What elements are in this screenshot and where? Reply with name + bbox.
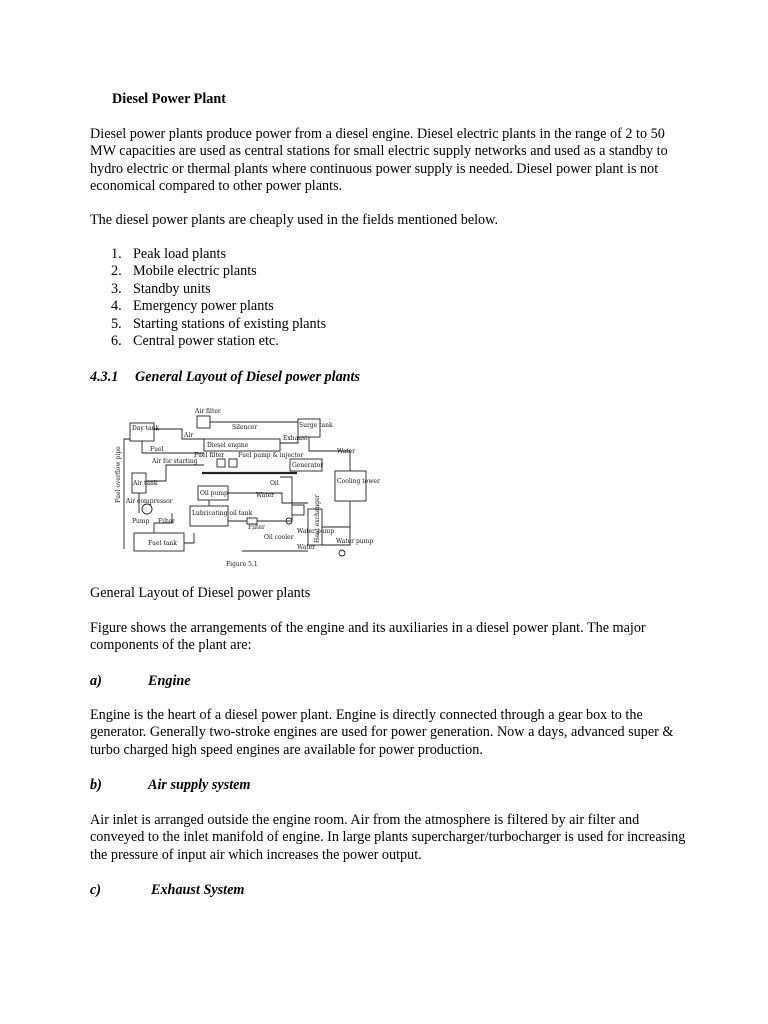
subsection-heading-exhaust	[90, 882, 244, 899]
uses-list	[90, 246, 326, 350]
subsection-title: Exhaust System	[151, 882, 245, 898]
starting-air-line	[146, 465, 204, 481]
diagram-label: Pump	[132, 518, 150, 525]
fuel-filter-box	[217, 459, 225, 467]
diagram-label: Oil cooler	[264, 534, 294, 541]
diagram-label: Heat exchanger	[314, 494, 321, 543]
diagram-label: Fuel	[150, 446, 164, 453]
diagram-label: Water	[256, 492, 275, 499]
figure-number-label: Figure 5.1	[226, 561, 258, 568]
diagram-label: Exhaust	[283, 435, 308, 442]
list-item-number: 2.	[111, 263, 122, 280]
air-filter-box	[197, 416, 210, 428]
layout-diagram	[92, 403, 380, 571]
cooling-tower-box	[335, 471, 366, 501]
air-supply-paragraph: Air inlet is arranged outside the engine room. Air from the atmosphere is filtered by air filter and conveyed to the inlet manifold of engine. In large plants supercharger/turbocharger is used for increasing the pressure of input air which increases the power output.	[90, 812, 686, 863]
list-item-text: Peak load plants	[133, 246, 226, 262]
engine-paragraph: Engine is the heart of a diesel power plant. Engine is directly connected through a gear box to the generator. Generally two-stroke engines are used for power generation. Now a days, advanced super & turbo charged high speed engines are available for power production.	[90, 707, 674, 758]
layout-diagram-svg	[92, 403, 380, 571]
uses-intro-paragraph: The diesel power plants are cheaply used in the fields mentioned below.	[90, 212, 499, 228]
list-item-text: Mobile electric plants	[133, 263, 257, 280]
diagram-label: Water	[297, 544, 316, 551]
fuel-pump-box	[229, 459, 237, 467]
list-item-text: Emergency power plants	[133, 298, 274, 315]
diagram-label: Air filter	[195, 408, 221, 415]
list-item-text: Starting stations of existing plants	[133, 315, 327, 332]
diagram-label: Filter	[248, 524, 265, 531]
subsection-title: Air supply system	[148, 777, 251, 793]
list-item-number: 3.	[111, 280, 122, 297]
subsection-heading-air-supply	[90, 777, 250, 794]
diagram-label: Air compressor	[126, 498, 173, 505]
section-heading	[90, 369, 360, 386]
list-item	[90, 263, 326, 280]
diagram-label: Fuel pump & injector	[238, 452, 304, 459]
subsection-letter: c)	[90, 882, 102, 898]
list-item-number: 1.	[111, 246, 122, 262]
intro-paragraph: Diesel power plants produce power from a diesel engine. Diesel electric plants in the range of 2 to 50 MW capacities are used as central stations for small electric supply networks and used as a standby to hydro electric or thermal plants where continuous power supply is needed. Diesel power plant is not economical compared to other power plants.	[90, 126, 668, 195]
subsection-title: Engine	[148, 673, 191, 689]
fuel-overflow-line	[124, 439, 130, 549]
list-item	[90, 316, 326, 333]
diagram-label: Cooling tower	[337, 478, 380, 485]
diagram-label: Oil	[270, 480, 279, 487]
list-item	[90, 281, 326, 298]
diagram-label: Air	[184, 432, 194, 439]
list-item-number: 6.	[111, 332, 122, 349]
water-pump-symbol	[339, 550, 345, 556]
document-title: Diesel Power Plant	[112, 91, 226, 107]
diagram-label: Surge tank	[299, 422, 333, 429]
water-return-line	[322, 501, 350, 527]
figure-caption: General Layout of Diesel power plants	[90, 585, 311, 601]
section-number: 4.3.1	[90, 369, 119, 385]
diagram-label: Fuel tank	[148, 540, 177, 547]
list-item	[90, 246, 326, 263]
diagram-label: Water pump	[336, 538, 374, 545]
diagram-label: Water pump	[297, 528, 335, 535]
diagram-label: Silencer	[232, 424, 258, 431]
oil-cooler-box	[292, 505, 304, 515]
diagram-label: Lubricating oil tank	[192, 510, 253, 517]
diagram-label: Fuel filter	[194, 452, 225, 459]
fuel-return-line	[184, 533, 194, 543]
diagram-label: Water	[337, 448, 356, 455]
components-intro-paragraph: Figure shows the arrangements of the engine and its auxiliaries in a diesel power plant. The major components of the plant are:	[90, 620, 646, 654]
subsection-heading-engine	[90, 673, 191, 690]
section-title: General Layout of Diesel power plants	[135, 369, 361, 385]
diagram-label: Filter	[158, 518, 175, 525]
list-item-text: Central power station etc.	[133, 332, 279, 349]
air-compressor-symbol	[142, 504, 152, 514]
list-item-number: 4.	[111, 298, 122, 315]
list-item	[90, 333, 326, 350]
subsection-letter: b)	[90, 777, 102, 793]
diagram-label: Oil pump	[200, 490, 228, 497]
diagram-label: Day tank	[132, 425, 160, 432]
diagram-label: Diesel engine	[207, 442, 249, 449]
diagram-label: Generator	[292, 462, 324, 469]
list-item	[90, 298, 326, 315]
list-item-text: Standby units	[133, 280, 211, 297]
filter-line	[257, 515, 292, 521]
diagram-label: Fuel overflow pipe	[115, 446, 122, 503]
air-line	[154, 429, 204, 439]
list-item-number: 5.	[111, 315, 122, 332]
diagram-label: Air tank	[133, 480, 158, 487]
subsection-letter: a)	[90, 673, 102, 689]
diagram-label: Air for starting	[152, 458, 198, 465]
